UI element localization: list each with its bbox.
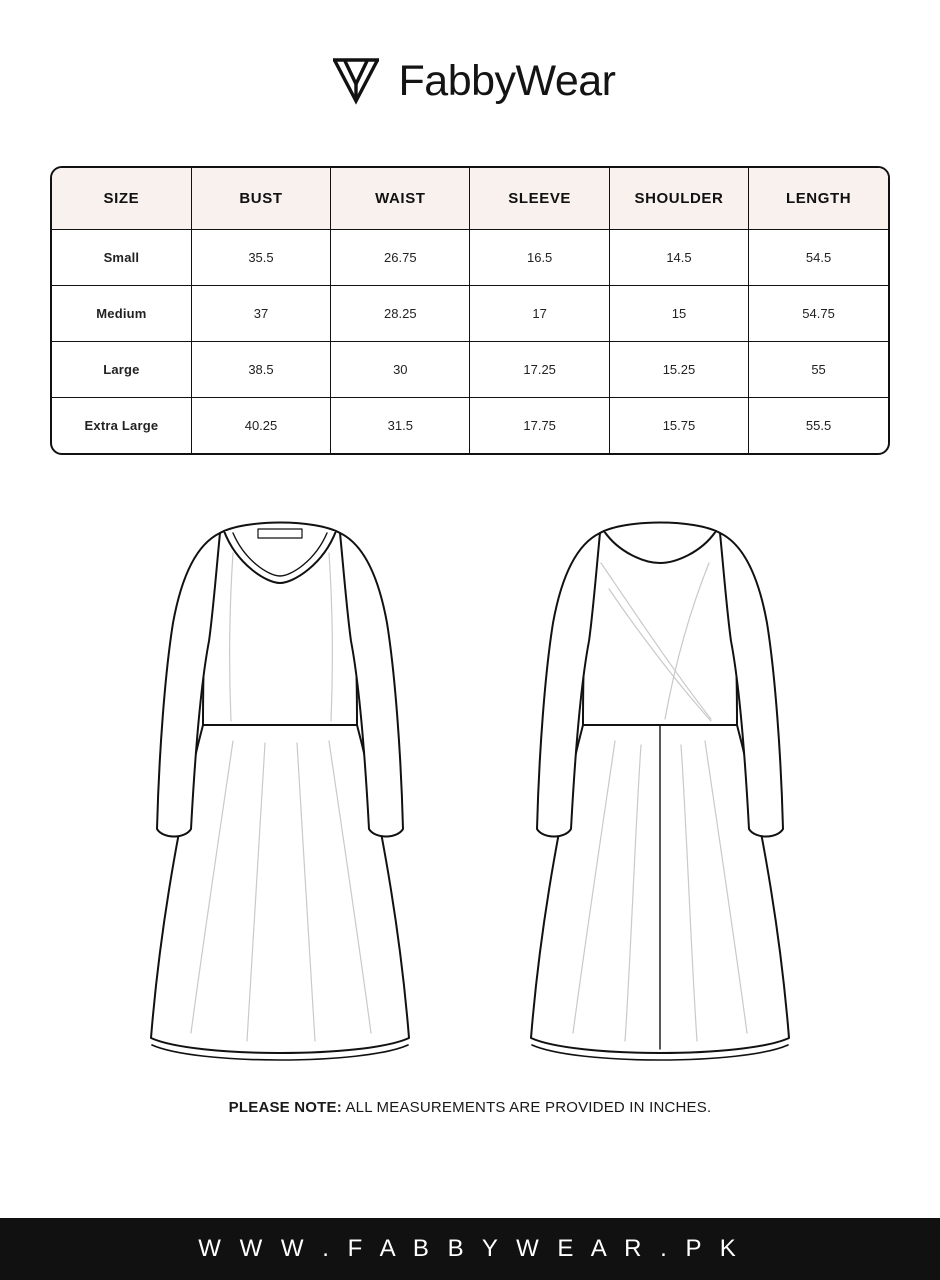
brand-name: FabbyWear [398,56,616,105]
cell-size: Extra Large [52,398,191,454]
size-chart-table [50,166,890,455]
column-header-sleeve: SLEEVE [470,168,609,230]
cell-length: 55 [749,342,888,398]
cell-sleeve: 17 [470,286,609,342]
cell-length: 54.5 [749,230,888,286]
cell-sleeve: 17.75 [470,398,609,454]
cell-waist: 26.75 [331,230,470,286]
column-header-length: LENGTH [749,168,888,230]
measurement-note [0,1099,940,1116]
table-row [52,230,888,286]
cell-size: Medium [52,286,191,342]
cell-shoulder: 15 [609,286,748,342]
cell-length: 54.75 [749,286,888,342]
cell-sleeve: 17.25 [470,342,609,398]
cell-sleeve: 16.5 [470,230,609,286]
cell-bust: 38.5 [191,342,330,398]
cell-waist: 28.25 [331,286,470,342]
note-label: PLEASE NOTE: [228,1099,342,1116]
cell-bust: 35.5 [191,230,330,286]
cell-length: 55.5 [805,418,832,433]
table-row [52,342,888,398]
cell-size: Large [52,342,191,398]
dress-front-view-icon [125,493,435,1073]
table-header-row [52,168,888,230]
table-row [52,286,888,342]
fw-monogram-icon [325,48,387,110]
brand-header [0,0,940,110]
column-header-bust: BUST [191,168,330,230]
cell-size: Small [52,230,191,286]
dress-back-view-icon [505,493,815,1073]
note-text: ALL MEASUREMENTS ARE PROVIDED IN INCHES. [341,1099,712,1116]
column-header-waist: WAIST [331,168,470,230]
column-header-shoulder: SHOULDER [609,168,748,230]
column-header-size: SIZE [52,168,191,230]
cell-waist: 31.5 [331,398,470,454]
cell-shoulder: 14.5 [609,230,748,286]
table-row [52,398,888,454]
cell-waist: 30 [331,342,470,398]
dress-illustrations [0,493,940,1073]
cell-bust: 40.25 [191,398,330,454]
website-url[interactable]: W W W . F A B B Y W E A R . P K [198,1235,742,1262]
cell-shoulder: 15.75 [609,398,748,454]
cell-bust: 37 [191,286,330,342]
footer-bar [0,1218,940,1280]
cell-shoulder: 15.25 [609,342,748,398]
